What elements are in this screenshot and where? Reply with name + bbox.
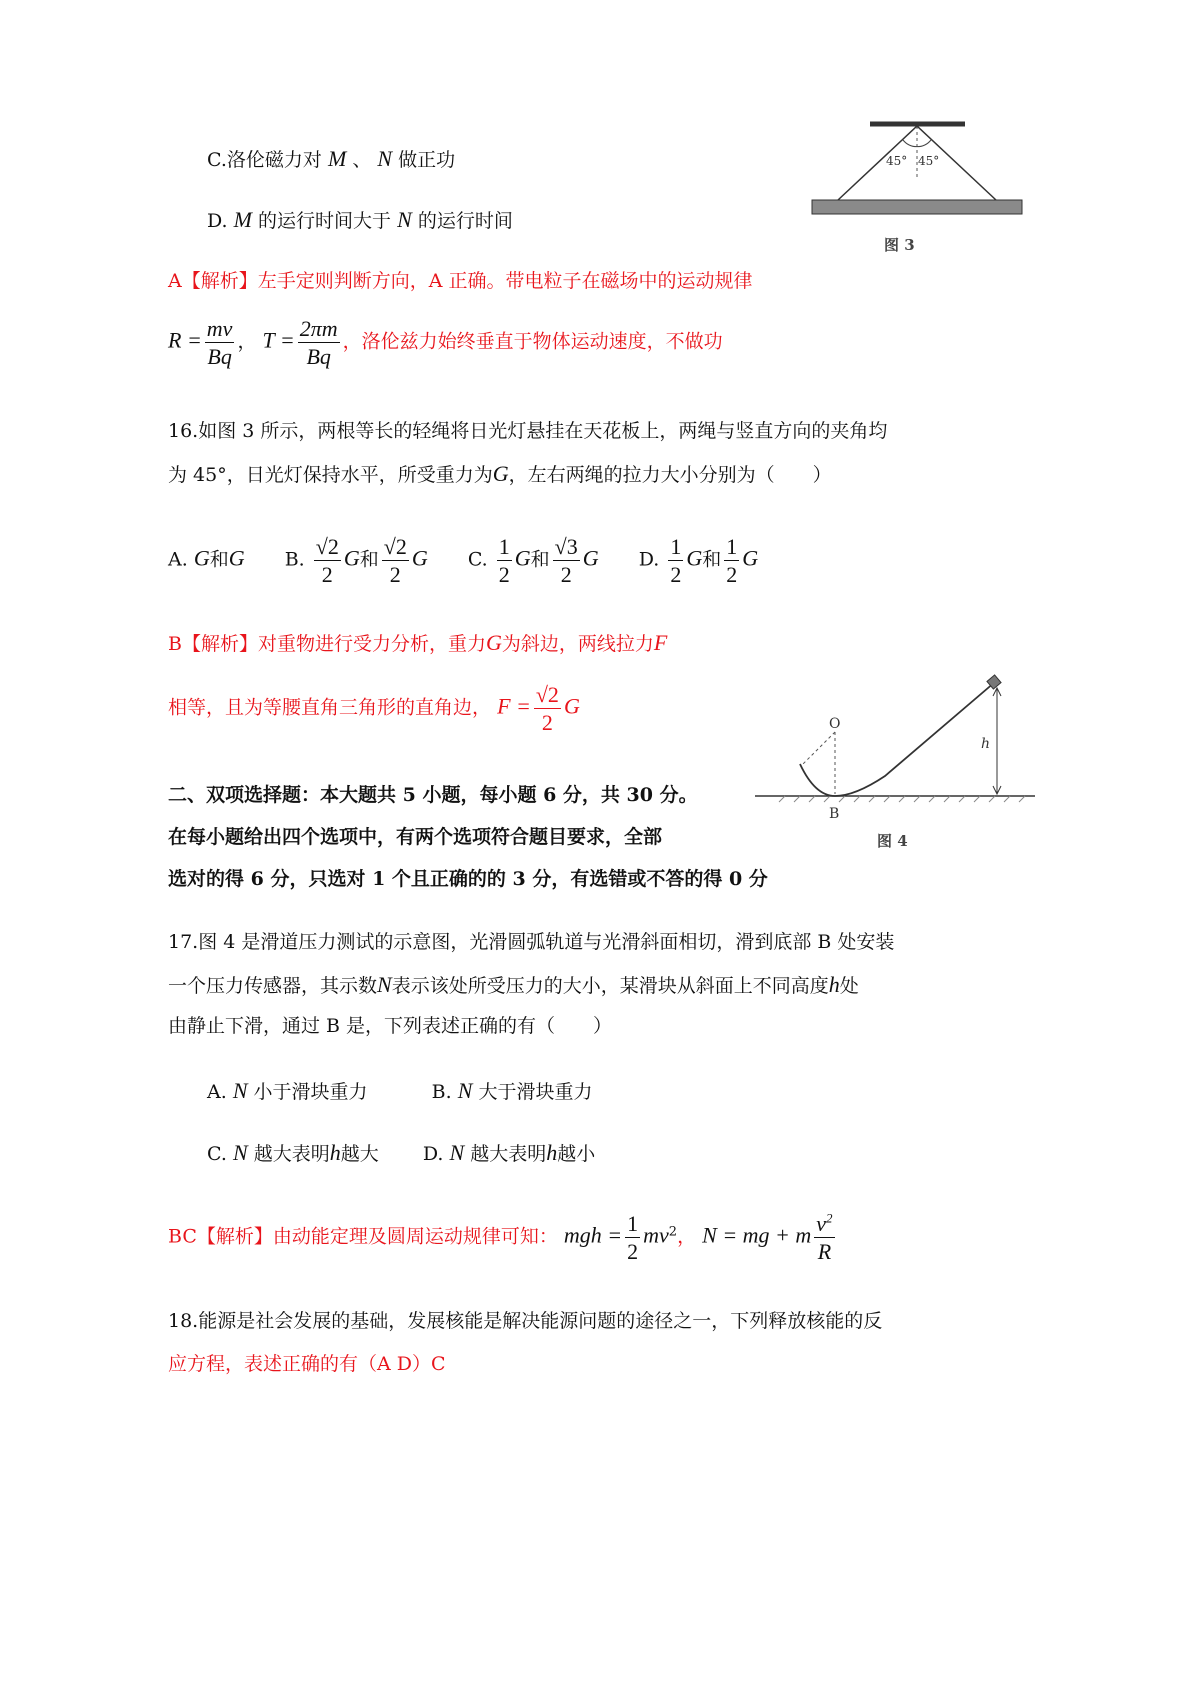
section-2-line-3: 选对的得 6 分，只选对 1 个且正确的的 3 分，有选错或不答的得 0 分	[168, 868, 768, 890]
label-h: h	[981, 736, 991, 752]
q15-option-c: C.洛伦磁力对 M 、 N 做正功	[207, 146, 456, 171]
q17-answer: BC【解析】由动能定理及圆周运动规律可知： mgh = $\frac{1}{2}$ $mv^2$， N = mg + m $\frac{v^2}{R}$	[168, 1210, 833, 1265]
q17-options-ab: A. N 小于滑块重力 B. N 大于滑块重力	[207, 1078, 593, 1103]
q16-answer-line-1: B【解析】对重物进行受力分析，重力G为斜边，两线拉力F	[168, 630, 668, 655]
q15-answer-formula: R = $\frac{mv}{Bq}$ ， T = $\frac{2\pi m}{Bq}$ ，洛伦兹力始终垂直于物体运动速度，不做功	[168, 316, 723, 370]
lamp-bar	[812, 200, 1022, 214]
q17-stem-line-3: 由静止下滑，通过 B 是，下列表述正确的有（ ）	[168, 1015, 613, 1037]
q18-stem-line-1: 18.能源是社会发展的基础，发展核能是解决能源问题的途径之一，下列释放核能的反	[168, 1310, 883, 1332]
figure-4	[755, 672, 1045, 857]
q16-options: A. G和G B. $\frac{√2}{2}$ G和 $\frac{√2}{2}$ G C. $\frac{1}{2}$ G和 $\frac{√3}{2}$ G D. $\frac{1}{2}$ G和 $\frac{1}{2}$ G	[168, 534, 759, 588]
q16-answer-line-2: 相等，且为等腰直角三角形的直角边， F = $\frac{√2}{2}$ G	[168, 682, 580, 736]
section-2-line-1: 二、双项选择题：本大题共 5 小题，每小题 6 分，共 30 分。	[168, 784, 698, 806]
label-o: O	[829, 716, 841, 732]
q15-option-d: D. M 的运行时间大于 N 的运行时间	[207, 207, 513, 232]
q15-answer-line: A【解析】左手定则判断方向，A 正确。带电粒子在磁场中的运动规律	[168, 270, 753, 292]
figure-3-caption: 图 3	[884, 236, 915, 254]
track	[800, 682, 995, 796]
q16-stem-line-2: 为 45°，日光灯保持水平，所受重力为G，左右两绳的拉力大小分别为（ ）	[168, 461, 832, 486]
q17-stem-line-1: 17.图 4 是滑道压力测试的示意图，光滑圆弧轨道与光滑斜面相切，滑到底部 B 处安装	[168, 931, 895, 953]
q16-stem-line-1: 16.如图 3 所示，两根等长的轻绳将日光灯悬挂在天花板上，两绳与竖直方向的夹角均	[168, 420, 888, 442]
q18-stem-line-2: 应方程，表述正确的有（A D）C	[168, 1353, 446, 1375]
figure-3	[800, 112, 1030, 262]
q17-options-cd: C. N 越大表明h越大 D. N 越大表明h越小	[207, 1140, 596, 1165]
fraction-t: $\frac{2\pi m}{Bq}$	[299, 316, 338, 370]
label-b: B	[829, 806, 840, 822]
figure-4-caption: 图 4	[877, 832, 908, 850]
q17-stem-line-2: 一个压力传感器，其示数N表示该处所受压力的大小，某滑块从斜面上不同高度h处	[168, 972, 859, 997]
angle-left-label: 45°	[886, 154, 908, 168]
section-2-line-2: 在每小题给出四个选项中，有两个选项符合题目要求，全部	[168, 826, 663, 848]
fraction-r: $\frac{mv}{Bq}$	[206, 316, 233, 370]
angle-right-label: 45°	[918, 154, 940, 168]
